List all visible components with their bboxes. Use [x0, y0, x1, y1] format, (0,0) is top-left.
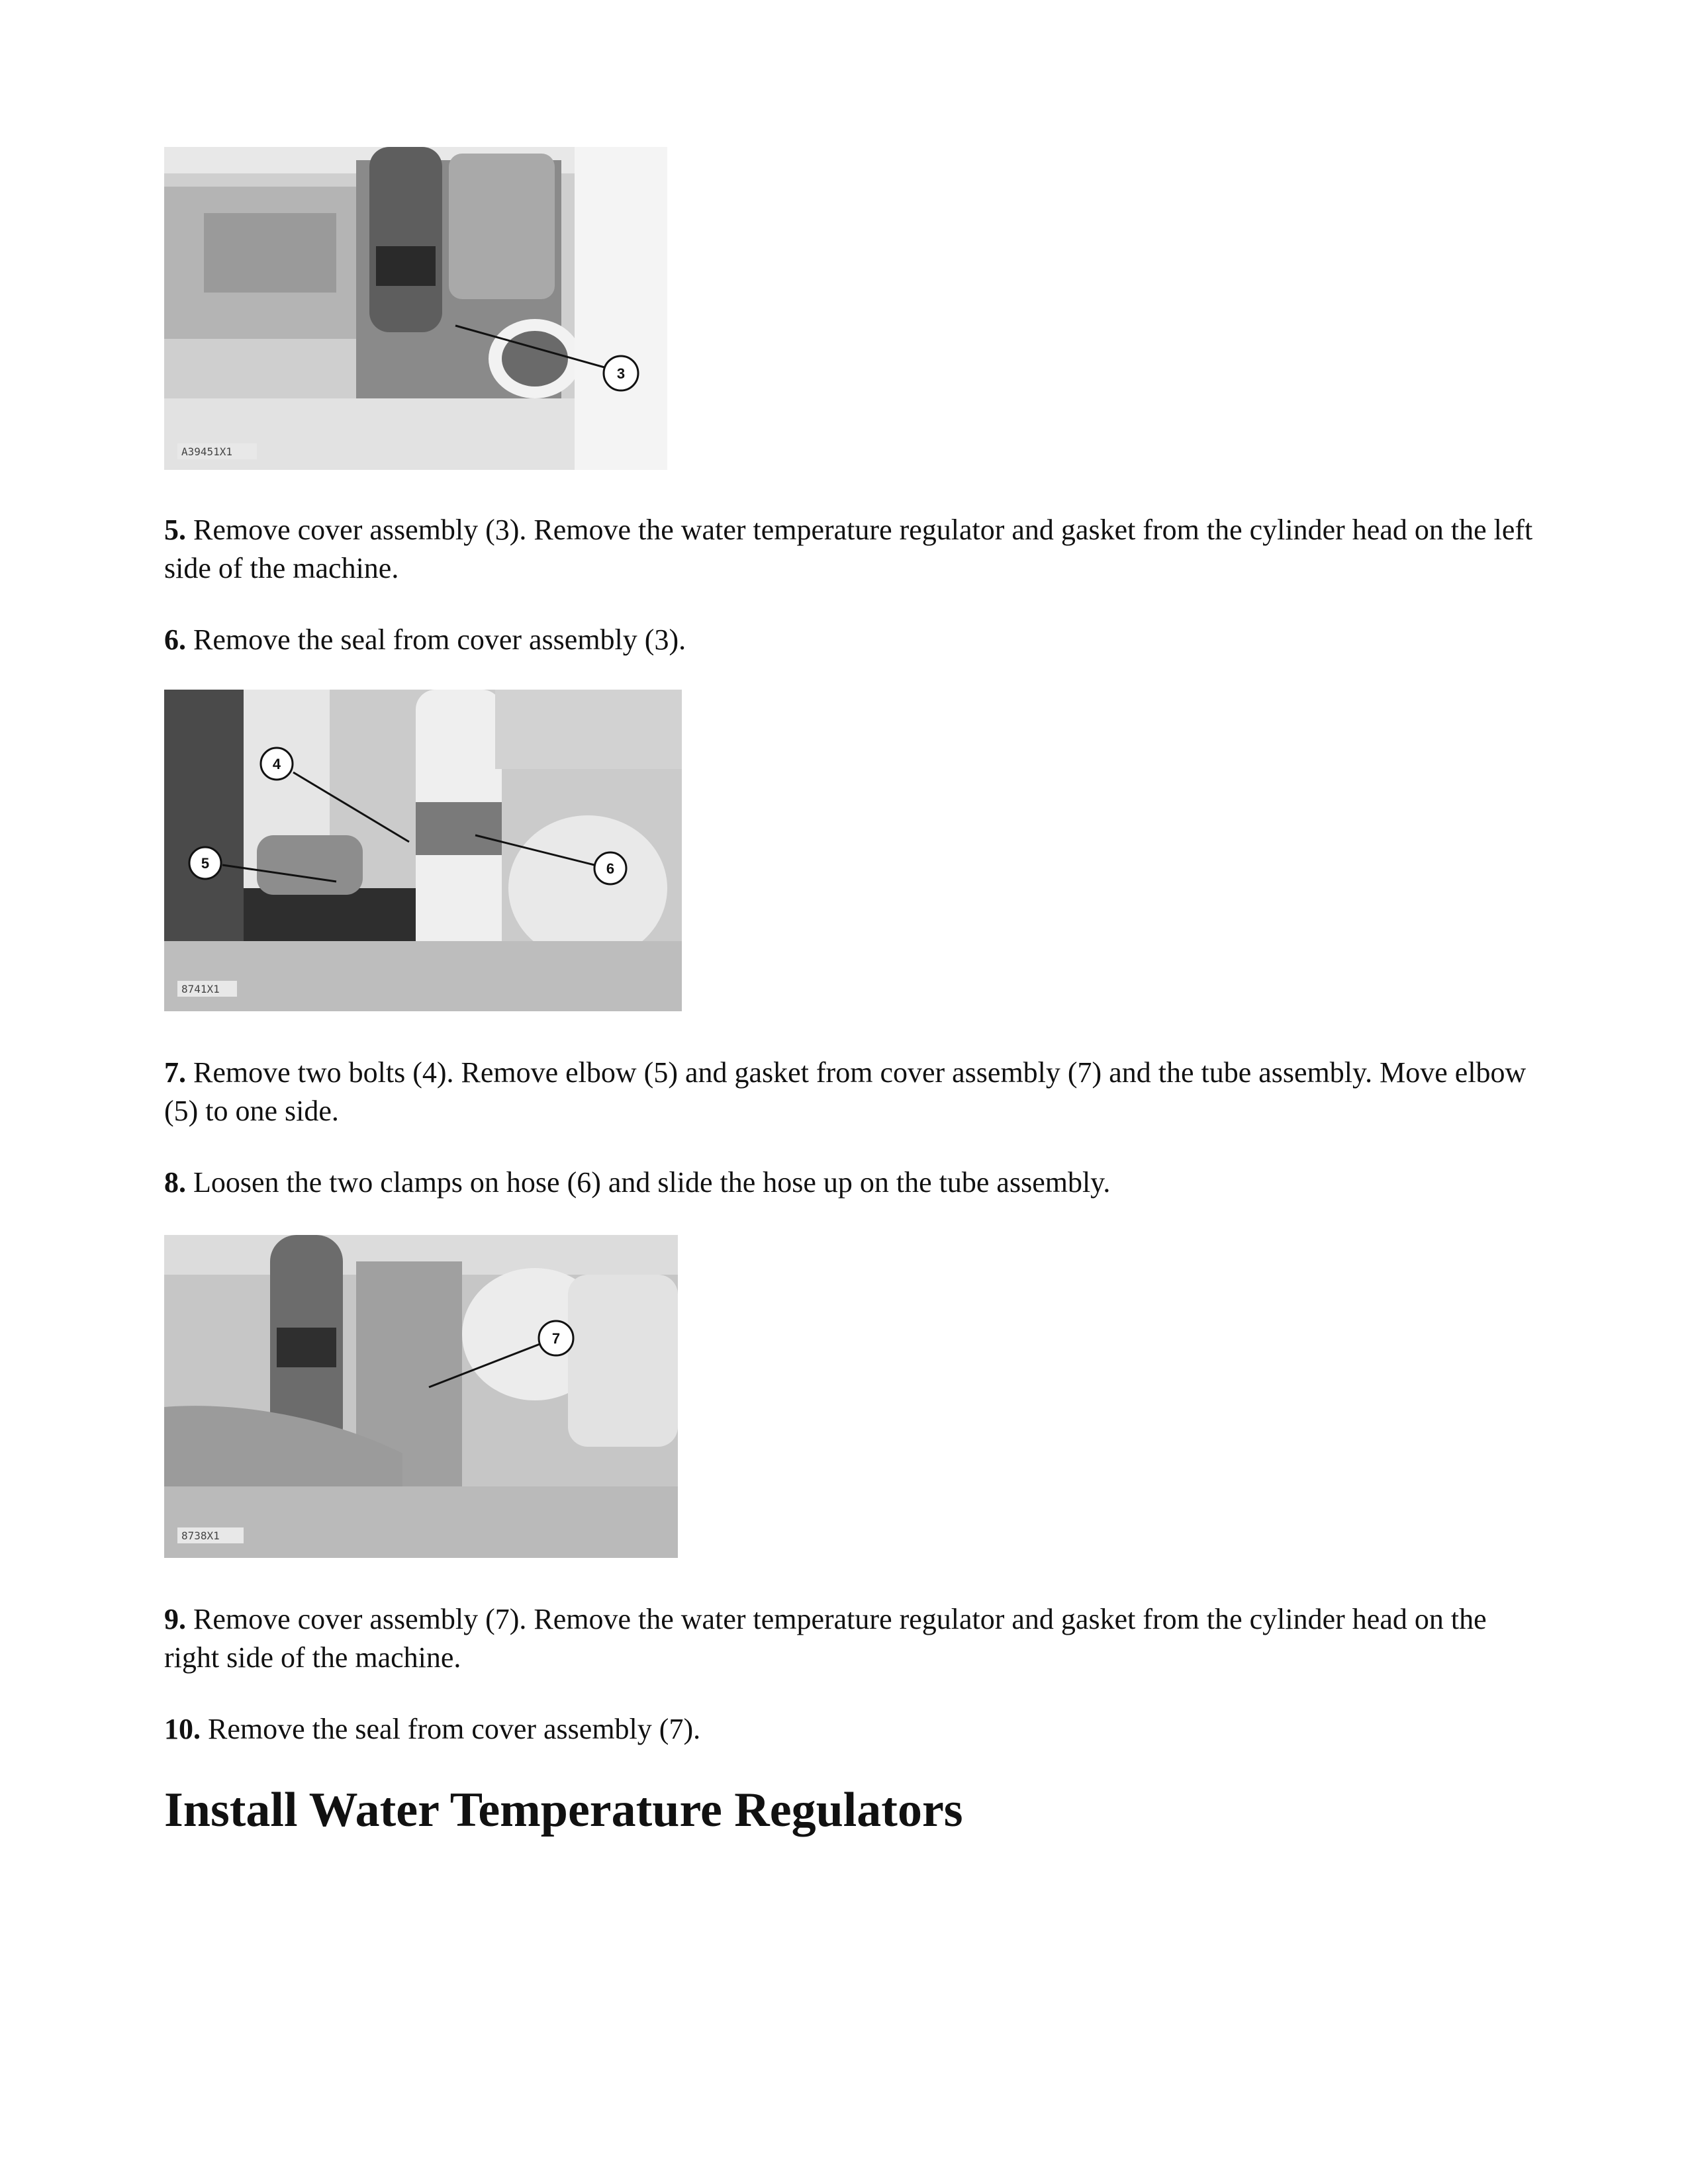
step-6-text: Remove the seal from cover assembly (3).	[193, 623, 686, 656]
figure-cover-assembly-3	[164, 147, 667, 470]
step-5-number: 5.	[164, 514, 186, 546]
step-8-number: 8.	[164, 1166, 186, 1199]
step-10-text: Remove the seal from cover assembly (7).	[208, 1713, 701, 1745]
step-7-number: 7.	[164, 1056, 186, 1089]
step-9-text: Remove cover assembly (7). Remove the water temperature regulator and gasket from the cylinder head on the right side of the machine.	[164, 1603, 1487, 1674]
step-10-number: 10.	[164, 1713, 201, 1745]
step-5	[164, 511, 1541, 588]
figure-elbow-hose	[164, 690, 682, 1011]
step-7-text: Remove two bolts (4). Remove elbow (5) and gasket from cover assembly (7) and the tube assembly. Move elbow (5) to one side.	[164, 1056, 1526, 1127]
engine-photo-3	[164, 1235, 678, 1558]
callout-6: 6	[606, 860, 615, 877]
step-7	[164, 1054, 1541, 1130]
step-9	[164, 1600, 1541, 1677]
step-6-number: 6.	[164, 623, 186, 656]
step-5-text: Remove cover assembly (3). Remove the water temperature regulator and gasket from the cylinder head on the left side of the machine.	[164, 514, 1533, 584]
callout-3: 3	[616, 365, 626, 382]
section-heading: Install Water Temperature Regulators	[164, 1783, 963, 1837]
figure-cover-assembly-7	[164, 1235, 678, 1558]
step-10	[164, 1710, 1541, 1749]
callout-5: 5	[201, 855, 210, 872]
engine-photo-2	[164, 690, 682, 1011]
callout-7: 7	[551, 1330, 561, 1347]
figure-code-3: 8738X1	[181, 1529, 220, 1542]
figure-code-2: 8741X1	[181, 983, 220, 995]
step-9-number: 9.	[164, 1603, 186, 1635]
figure-code-1: A39451X1	[181, 445, 233, 458]
engine-photo-1	[164, 147, 667, 470]
callout-4: 4	[272, 756, 281, 772]
step-8-text: Loosen the two clamps on hose (6) and slide the hose up on the tube assembly.	[193, 1166, 1111, 1199]
step-8	[164, 1163, 1541, 1202]
step-6	[164, 621, 1541, 659]
